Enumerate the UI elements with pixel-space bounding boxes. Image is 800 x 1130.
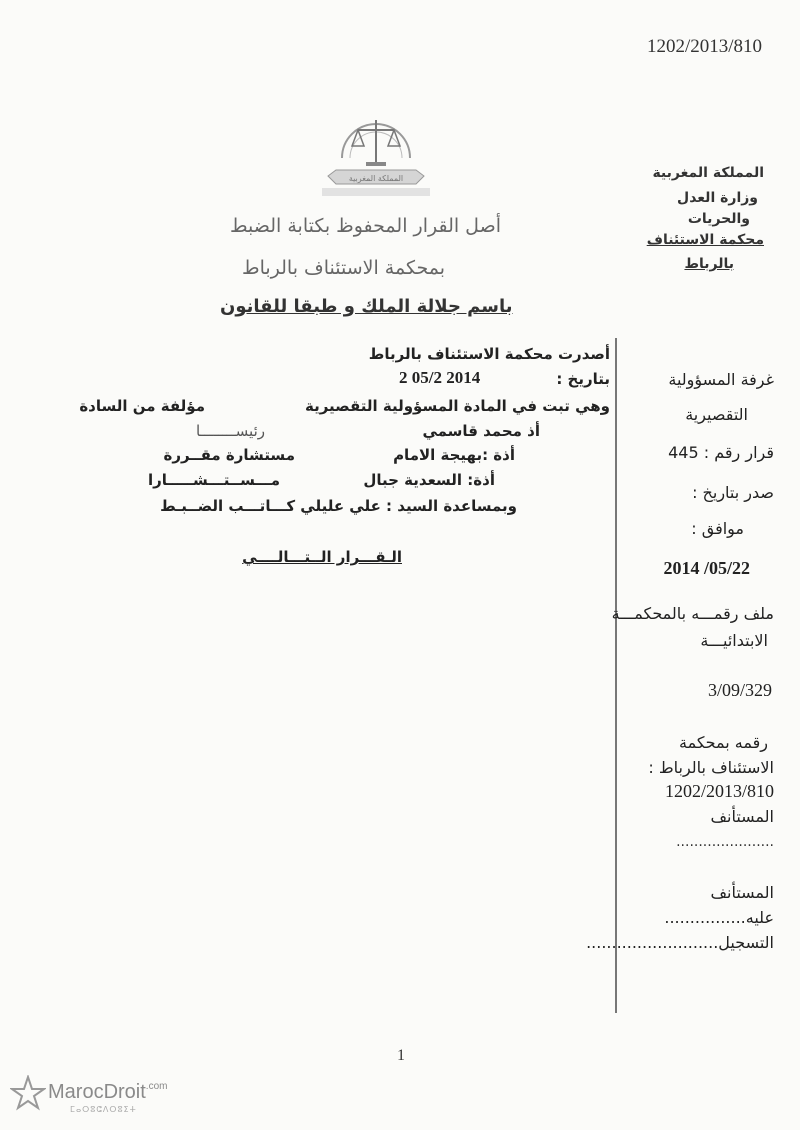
court-label: محكمة الاستئناف [646, 232, 764, 248]
chamber-label-1: غرفة المسؤولية [668, 370, 774, 389]
first-instance-file-label-2: الابتدائيـــة [700, 631, 768, 650]
star-logo-icon [10, 1075, 46, 1111]
column-divider [615, 338, 617, 1013]
ministry-label-2: والحريات [687, 211, 750, 227]
appellant-dots: ...................... [676, 834, 774, 850]
rapporteur-name: أذة :بهيجة الامام [393, 446, 515, 464]
assistance-text: وبمساعدة السيد : علي عليلي كـــاتـــب الضــبـط [160, 497, 517, 515]
decision-date: 2014 /05/22 [663, 558, 750, 578]
appeal-number-label-1: رقمه بمحكمة [679, 733, 768, 752]
issued-date-label: صدر بتاريخ : [692, 483, 774, 502]
in-name-of-king-title: باسم جلالة الملك و طبقا للقانون [220, 296, 513, 317]
decision-heading: الـقـــرار الــتـــالــــي [242, 548, 402, 566]
first-instance-number: 3/09/329 [707, 680, 772, 700]
file-reference: 1202/2013/810 [646, 36, 762, 57]
respondent-label: المستأنف [710, 883, 774, 902]
decision-number: قرار رقم : 445 [668, 443, 774, 462]
watermark-brand: MarocDroit$^{.com}$ [48, 1081, 168, 1103]
date-label: بتاريخ : [556, 370, 610, 388]
page-number: 1 [397, 1047, 405, 1064]
emblem-ribbon-text: المملكة المغربية [348, 174, 404, 183]
corresponding-label: موافق : [691, 519, 744, 538]
kingdom-label: المملكة المغربية [652, 165, 764, 181]
registration-label: التسجيل.......................... [586, 933, 774, 952]
ministry-label: وزارة العدل [677, 190, 758, 206]
court-title: بمحكمة الاستئناف بالرباط [242, 257, 445, 279]
chamber-label-2: التقصيرية [685, 405, 748, 424]
president-role: رئيســــــــا [195, 422, 265, 440]
court-emblem-icon [322, 100, 430, 200]
date-value: 2 05/2 2014 [399, 368, 481, 387]
original-decision-title: أصل القرار المحفوظ بكتابة الضبط [230, 215, 501, 237]
first-instance-file-label-1: ملف رقمـــه بالمحكمـــة [611, 604, 774, 623]
appeal-number-label-2: الاستئناف بالرباط : [648, 758, 774, 777]
composed-of-text: مؤلفة من السادة [79, 397, 205, 415]
matter-text: وهي تبت في المادة المسؤولية التقصيرية [305, 397, 610, 415]
president-name: أذ محمد قاسمي [422, 422, 540, 440]
court-city-label: بالرباط [684, 256, 734, 272]
rapporteur-role: مستشارة مقــررة [163, 446, 295, 464]
counselor-name: أذة: السعدية جبال [363, 471, 495, 489]
watermark-subtext: ⵎⴰⵔⵓⵛⴷⵔⵓⵉⵜ [70, 1105, 137, 1114]
respondent-label-2: عليه................ [664, 908, 774, 927]
issued-text: أصدرت محكمة الاستئناف بالرباط [368, 345, 610, 363]
appeal-number: 1202/2013/810 [664, 781, 774, 801]
counselor-role: مـــســتـــشـــــارا [148, 471, 280, 489]
appellant-label: المستأنف [710, 807, 774, 826]
